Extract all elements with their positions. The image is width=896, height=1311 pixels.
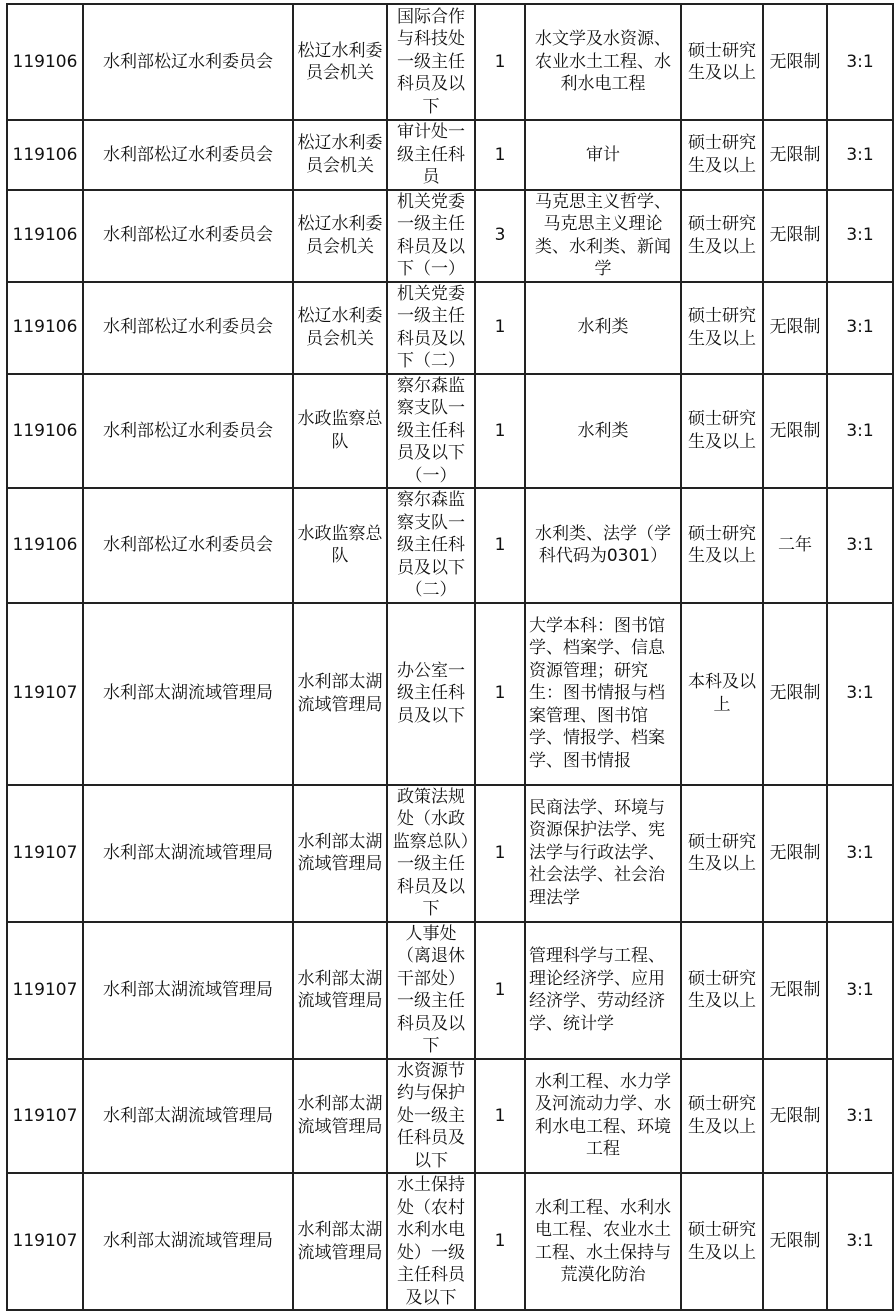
interview-ratio: 3:1 bbox=[827, 785, 893, 922]
department-name: 水利部松辽水利委员会 bbox=[83, 374, 293, 489]
experience-requirement: 无限制 bbox=[763, 922, 827, 1059]
department-name: 水利部松辽水利委员会 bbox=[83, 120, 293, 190]
education-requirement: 本科及以上 bbox=[681, 603, 763, 785]
education-requirement: 硕士研究生及以上 bbox=[681, 282, 763, 374]
department-name: 水利部太湖流域管理局 bbox=[83, 922, 293, 1059]
major-requirement: 水利类 bbox=[525, 374, 681, 489]
position-code: 119106 bbox=[7, 4, 83, 120]
table-row bbox=[7, 190, 893, 282]
position-code: 119107 bbox=[7, 1059, 83, 1174]
table-row bbox=[7, 1059, 893, 1174]
position-name: 审计处一级主任科员 bbox=[387, 120, 475, 190]
education-requirement: 硕士研究生及以上 bbox=[681, 785, 763, 922]
position-code: 119106 bbox=[7, 374, 83, 489]
hiring-count: 1 bbox=[475, 785, 525, 922]
department-name: 水利部太湖流域管理局 bbox=[83, 1173, 293, 1310]
position-code: 119107 bbox=[7, 785, 83, 922]
experience-requirement: 无限制 bbox=[763, 120, 827, 190]
major-requirement: 审计 bbox=[525, 120, 681, 190]
position-name: 水土保持处（农村水利水电处）一级主任科员及以下 bbox=[387, 1173, 475, 1310]
hiring-unit: 松辽水利委员会机关 bbox=[293, 282, 387, 374]
position-code: 119107 bbox=[7, 603, 83, 785]
position-name: 政策法规处（水政监察总队）一级主任科员及以下 bbox=[387, 785, 475, 922]
department-name: 水利部松辽水利委员会 bbox=[83, 190, 293, 282]
hiring-unit: 水利部太湖流域管理局 bbox=[293, 1059, 387, 1174]
education-requirement: 硕士研究生及以上 bbox=[681, 1173, 763, 1310]
experience-requirement: 无限制 bbox=[763, 374, 827, 489]
experience-requirement: 无限制 bbox=[763, 785, 827, 922]
major-requirement: 水利工程、水利水电工程、农业水土工程、水土保持与荒漠化防治 bbox=[525, 1173, 681, 1310]
hiring-count: 1 bbox=[475, 603, 525, 785]
interview-ratio: 3:1 bbox=[827, 922, 893, 1059]
table-row bbox=[7, 922, 893, 1059]
interview-ratio: 3:1 bbox=[827, 1173, 893, 1310]
hiring-count: 1 bbox=[475, 120, 525, 190]
experience-requirement: 无限制 bbox=[763, 190, 827, 282]
hiring-unit: 水利部太湖流域管理局 bbox=[293, 1173, 387, 1310]
hiring-unit: 水政监察总队 bbox=[293, 374, 387, 489]
hiring-unit: 水利部太湖流域管理局 bbox=[293, 922, 387, 1059]
interview-ratio: 3:1 bbox=[827, 120, 893, 190]
hiring-count: 1 bbox=[475, 4, 525, 120]
table-row bbox=[7, 603, 893, 785]
position-name: 人事处（离退休干部处）一级主任科员及以下 bbox=[387, 922, 475, 1059]
hiring-unit: 松辽水利委员会机关 bbox=[293, 4, 387, 120]
position-name: 水资源节约与保护处一级主任科员及以下 bbox=[387, 1059, 475, 1174]
experience-requirement: 无限制 bbox=[763, 4, 827, 120]
interview-ratio: 3:1 bbox=[827, 1059, 893, 1174]
position-code: 119106 bbox=[7, 282, 83, 374]
table-row bbox=[7, 374, 893, 489]
position-name: 国际合作与科技处一级主任科员及以下 bbox=[387, 4, 475, 120]
major-requirement: 马克思主义哲学、马克思主义理论类、水利类、新闻学 bbox=[525, 190, 681, 282]
hiring-unit: 松辽水利委员会机关 bbox=[293, 120, 387, 190]
major-requirement: 民商法学、环境与资源保护法学、宪法学与行政法学、社会法学、社会治理法学 bbox=[525, 785, 681, 922]
experience-requirement: 无限制 bbox=[763, 1059, 827, 1174]
hiring-count: 1 bbox=[475, 1059, 525, 1174]
hiring-count: 1 bbox=[475, 922, 525, 1059]
interview-ratio: 3:1 bbox=[827, 282, 893, 374]
hiring-unit: 水利部太湖流域管理局 bbox=[293, 603, 387, 785]
table-row bbox=[7, 4, 893, 120]
interview-ratio: 3:1 bbox=[827, 488, 893, 603]
hiring-count: 1 bbox=[475, 488, 525, 603]
table-row bbox=[7, 488, 893, 603]
major-requirement: 水利类 bbox=[525, 282, 681, 374]
education-requirement: 硕士研究生及以上 bbox=[681, 922, 763, 1059]
education-requirement: 硕士研究生及以上 bbox=[681, 4, 763, 120]
interview-ratio: 3:1 bbox=[827, 374, 893, 489]
position-code: 119107 bbox=[7, 922, 83, 1059]
hiring-count: 1 bbox=[475, 1173, 525, 1310]
table-row bbox=[7, 1173, 893, 1310]
department-name: 水利部松辽水利委员会 bbox=[83, 282, 293, 374]
position-name: 办公室一级主任科员及以下 bbox=[387, 603, 475, 785]
department-name: 水利部太湖流域管理局 bbox=[83, 603, 293, 785]
recruitment-table bbox=[6, 3, 894, 1311]
position-code: 119106 bbox=[7, 488, 83, 603]
table-row bbox=[7, 785, 893, 922]
education-requirement: 硕士研究生及以上 bbox=[681, 190, 763, 282]
hiring-count: 3 bbox=[475, 190, 525, 282]
education-requirement: 硕士研究生及以上 bbox=[681, 120, 763, 190]
education-requirement: 硕士研究生及以上 bbox=[681, 374, 763, 489]
hiring-unit: 水利部太湖流域管理局 bbox=[293, 785, 387, 922]
major-requirement: 水利工程、水力学及河流动力学、水利水电工程、环境工程 bbox=[525, 1059, 681, 1174]
position-name: 机关党委一级主任科员及以下（一） bbox=[387, 190, 475, 282]
hiring-unit: 水政监察总队 bbox=[293, 488, 387, 603]
table-row bbox=[7, 120, 893, 190]
department-name: 水利部松辽水利委员会 bbox=[83, 4, 293, 120]
department-name: 水利部太湖流域管理局 bbox=[83, 1059, 293, 1174]
position-name: 机关党委一级主任科员及以下（二） bbox=[387, 282, 475, 374]
position-name: 察尔森监察支队一级主任科员及以下（二） bbox=[387, 488, 475, 603]
experience-requirement: 无限制 bbox=[763, 282, 827, 374]
department-name: 水利部松辽水利委员会 bbox=[83, 488, 293, 603]
major-requirement: 大学本科：图书馆学、档案学、信息资源管理；研究生：图书情报与档案管理、图书馆学、情报学、档案学、图书情报 bbox=[525, 603, 681, 785]
major-requirement: 管理科学与工程、理论经济学、应用经济学、劳动经济学、统计学 bbox=[525, 922, 681, 1059]
position-code: 119106 bbox=[7, 190, 83, 282]
position-code: 119107 bbox=[7, 1173, 83, 1310]
major-requirement: 水文学及水资源、农业水土工程、水利水电工程 bbox=[525, 4, 681, 120]
major-requirement: 水利类、法学（学科代码为0301） bbox=[525, 488, 681, 603]
experience-requirement: 二年 bbox=[763, 488, 827, 603]
position-name: 察尔森监察支队一级主任科员及以下（一） bbox=[387, 374, 475, 489]
department-name: 水利部太湖流域管理局 bbox=[83, 785, 293, 922]
position-code: 119106 bbox=[7, 120, 83, 190]
hiring-count: 1 bbox=[475, 374, 525, 489]
education-requirement: 硕士研究生及以上 bbox=[681, 488, 763, 603]
interview-ratio: 3:1 bbox=[827, 603, 893, 785]
hiring-count: 1 bbox=[475, 282, 525, 374]
education-requirement: 硕士研究生及以上 bbox=[681, 1059, 763, 1174]
hiring-unit: 松辽水利委员会机关 bbox=[293, 190, 387, 282]
experience-requirement: 无限制 bbox=[763, 1173, 827, 1310]
table-row bbox=[7, 282, 893, 374]
experience-requirement: 无限制 bbox=[763, 603, 827, 785]
interview-ratio: 3:1 bbox=[827, 4, 893, 120]
interview-ratio: 3:1 bbox=[827, 190, 893, 282]
